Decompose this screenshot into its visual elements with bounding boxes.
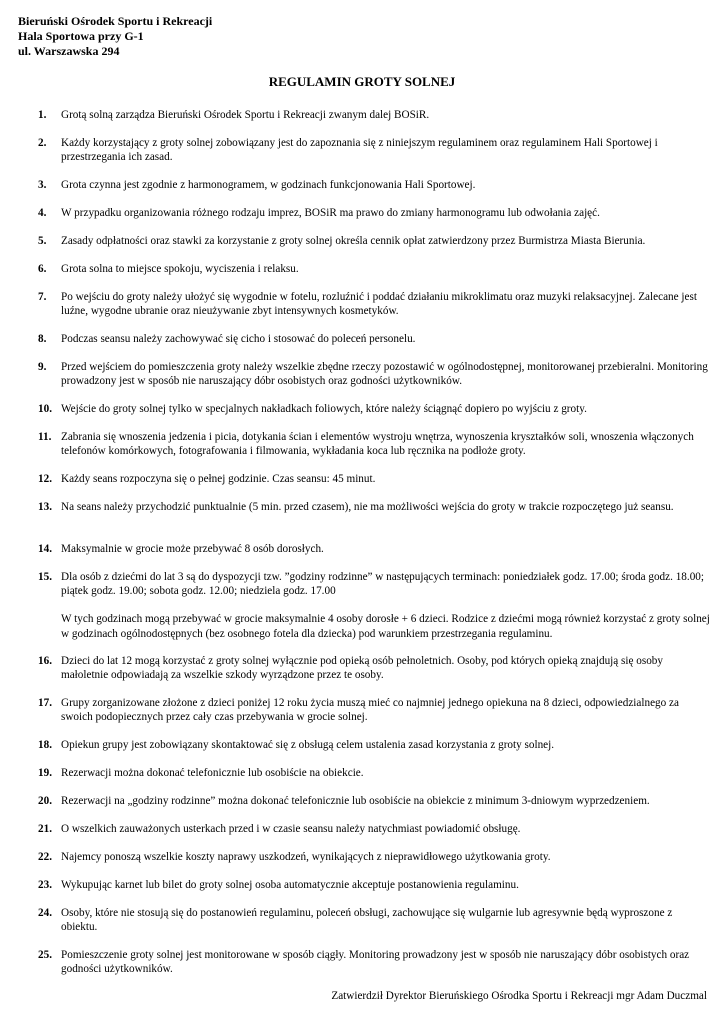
rule-paragraph: Grota solna to miejsce spokoju, wyciszenia i relaksu.	[61, 263, 299, 275]
rule-number: 16.	[38, 655, 52, 667]
rule-number: 24.	[38, 907, 52, 919]
rule-number: 14.	[38, 543, 52, 555]
rule-number: 13.	[38, 501, 52, 513]
rule-text	[61, 472, 711, 486]
rule-number: 9.	[38, 361, 47, 373]
rule-text	[61, 360, 711, 388]
approval-signature-line: Zatwierdził Dyrektor Bieruńskiego Ośrodka Sportu i Rekreacji mgr Adam Duczmal	[331, 990, 707, 1002]
rule-paragraph: Osoby, które nie stosują się do postanowień regulaminu, poleceń obsługi, zachowujące się wulgarnie lub agresywnie będą wyproszone z obiektu.	[61, 907, 673, 934]
rule-paragraph: Przed wejściem do pomieszczenia groty należy wszelkie zbędne rzeczy pozostawić w ogólnodostępnej, monitorowanej przebieralni. Monitoring prowadzony jest w sposób nie naruszający dóbr osobistych oraz godności użytkowników.	[61, 361, 708, 388]
header-organization: Bieruński Ośrodek Sportu i Rekreacji	[18, 14, 213, 28]
rule-number: 20.	[38, 795, 52, 807]
rule-paragraph: O wszelkich zauważonych usterkach przed i w czasie seansu należy natychmiast powiadomić obsługę.	[61, 823, 521, 835]
rule-text	[61, 948, 711, 976]
rule-paragraph: Po wejściu do groty należy ułożyć się wygodnie w fotelu, rozluźnić i poddać działaniu mikroklimatu oraz muzyki relaksacyjnej. Zalecane jest luźne, wygodne ubranie oraz nieużywanie zbyt intensywnych kosmetyków.	[61, 291, 697, 318]
rule-number: 10.	[38, 403, 52, 415]
rule-number: 21.	[38, 823, 52, 835]
rule-text	[61, 794, 711, 808]
rule-paragraph: Zabrania się wnoszenia jedzenia i picia, dotykania ścian i elementów wystroju wnętrza, wynoszenia kryształków soli, wnoszenia włączonych telefonów komórkowych, fotografowania i filmowania, wykładania koca lub ręcznika na podłoże groty.	[61, 431, 694, 458]
header-address: ul. Warszawska 294	[18, 44, 120, 58]
rule-number: 3.	[38, 179, 47, 191]
rule-number: 8.	[38, 333, 47, 345]
rule-paragraph: Wykupując karnet lub bilet do groty solnej osoba automatycznie akceptuje postanowienia regulaminu.	[61, 879, 519, 891]
rule-paragraph: Podczas seansu należy zachowywać się cicho i stosować do poleceń personelu.	[61, 333, 416, 345]
rule-paragraph: Grotą solną zarządza Bieruński Ośrodek Sportu i Rekreacji zwanym dalej BOSiR.	[61, 109, 430, 121]
rule-text	[61, 570, 711, 641]
rule-text	[61, 402, 711, 416]
document-title: REGULAMIN GROTY SOLNEJ	[268, 74, 456, 89]
rule-paragraph: Pomieszczenie groty solnej jest monitorowane w sposób ciągły. Monitoring prowadzony jest w sposób nie naruszający dóbr osobistych oraz godności użytkowników.	[61, 949, 690, 976]
rule-text	[61, 822, 711, 836]
rule-text	[61, 234, 711, 248]
rule-text	[61, 206, 711, 220]
rule-paragraph: Wejście do groty solnej tylko w specjalnych nakładkach foliowych, które należy ściągnąć dopiero po wyjściu z groty.	[61, 403, 587, 415]
rule-number: 5.	[38, 235, 47, 247]
rule-paragraph: Maksymalnie w grocie może przebywać 8 osób dorosłych.	[61, 543, 324, 555]
header-facility: Hala Sportowa przy G-1	[18, 29, 144, 43]
document-header	[18, 14, 212, 59]
rule-paragraph: Najemcy ponoszą wszelkie koszty naprawy uszkodzeń, wynikających z nieprawidłowego użytkowania groty.	[61, 851, 551, 863]
rule-number: 11.	[38, 431, 52, 443]
rule-paragraph: Rezerwacji na „godziny rodzinne” można dokonać telefonicznie lub osobiście na obiekcie z minimum 3-dniowym wyprzedzeniem.	[61, 795, 650, 807]
rule-number: 23.	[38, 879, 52, 891]
rule-number: 17.	[38, 697, 52, 709]
rule-text	[61, 542, 711, 556]
rule-paragraph: Każdy seans rozpoczyna się o pełnej godzinie. Czas seansu: 45 minut.	[61, 473, 376, 485]
rule-number: 12.	[38, 473, 52, 485]
rule-number: 2.	[38, 137, 47, 149]
rule-number: 15.	[38, 571, 52, 583]
rule-paragraph: Opiekun grupy jest zobowiązany skontaktować się z obsługą celem ustalenia zasad korzystania z groty solnej.	[61, 739, 555, 751]
rule-text	[61, 850, 711, 864]
rule-text	[61, 332, 711, 346]
rule-text	[61, 696, 711, 724]
rule-text	[61, 738, 711, 752]
rule-paragraph: Na seans należy przychodzić punktualnie (5 min. przed czasem), nie ma możliwości wejścia do groty w trakcie rozpoczętego już seansu.	[61, 501, 674, 513]
rule-text	[61, 290, 711, 318]
rule-paragraph: Rezerwacji można dokonać telefonicznie lub osobiście na obiekcie.	[61, 767, 364, 779]
rule-text	[61, 136, 711, 164]
rule-number: 18.	[38, 739, 52, 751]
rule-text	[61, 430, 711, 458]
rule-number: 6.	[38, 263, 47, 275]
rule-number: 7.	[38, 291, 47, 303]
rule-number: 4.	[38, 207, 47, 219]
rule-number: 1.	[38, 109, 47, 121]
rule-paragraph: Zasady odpłatności oraz stawki za korzystanie z groty solnej określa cennik opłat zatwierdzony przez Burmistrza Miasta Bierunia.	[61, 235, 646, 247]
rule-paragraph: Dzieci do lat 12 mogą korzystać z groty solnej wyłącznie pod opieką osób pełnoletnich. Osoby, pod których opieką znajdują się osoby małoletnie odpowiadają za wszelkie szkody wyrządzone przez te osoby.	[61, 655, 663, 682]
rule-paragraph: Każdy korzystający z groty solnej zobowiązany jest do zapoznania się z niniejszym regulaminem oraz regulaminem Hali Sportowej i przestrzegania ich zasad.	[61, 137, 658, 164]
rule-text	[61, 178, 711, 192]
rule-text	[61, 262, 711, 276]
rule-number: 25.	[38, 949, 52, 961]
rule-text	[61, 654, 711, 682]
rule-paragraph: W przypadku organizowania różnego rodzaju imprez, BOSiR ma prawo do zmiany harmonogramu lub odwołania zajęć.	[61, 207, 600, 219]
rule-paragraph: Grupy zorganizowane złożone z dzieci poniżej 12 roku życia muszą mieć co najmniej jednego opiekuna na 8 dzieci, odpowiedzialnego za swoich podopiecznych przez cały czas przebywania w grocie solnej.	[61, 697, 679, 724]
rule-text	[61, 878, 711, 892]
rule-paragraph: Dla osób z dziećmi do lat 3 są do dyspozycji tzw. ”godziny rodzinne” w następujących terminach: poniedziałek godz. 17.00; środa godz. 18.00; piątek godz. 19.00; sobota godz. 12.00; niedziela godz. 17.00	[61, 571, 704, 598]
rule-text	[61, 906, 711, 934]
rule-text	[61, 500, 711, 514]
rule-paragraph: W tych godzinach mogą przebywać w grocie maksymalnie 4 osoby dorosłe + 6 dzieci. Rodzice z dziećmi mogą również korzystać z groty solnej w godzinach ogólnodostępnych (bez osobnego fotela dla dziecka) pod warunkiem przestrzegania regulaminu.	[61, 613, 710, 640]
rule-paragraph: Grota czynna jest zgodnie z harmonogramem, w godzinach funkcjonowania Hali Sportowej.	[61, 179, 476, 191]
rule-text	[61, 108, 711, 122]
rule-number: 22.	[38, 851, 52, 863]
rule-number: 19.	[38, 767, 52, 779]
rule-text	[61, 766, 711, 780]
